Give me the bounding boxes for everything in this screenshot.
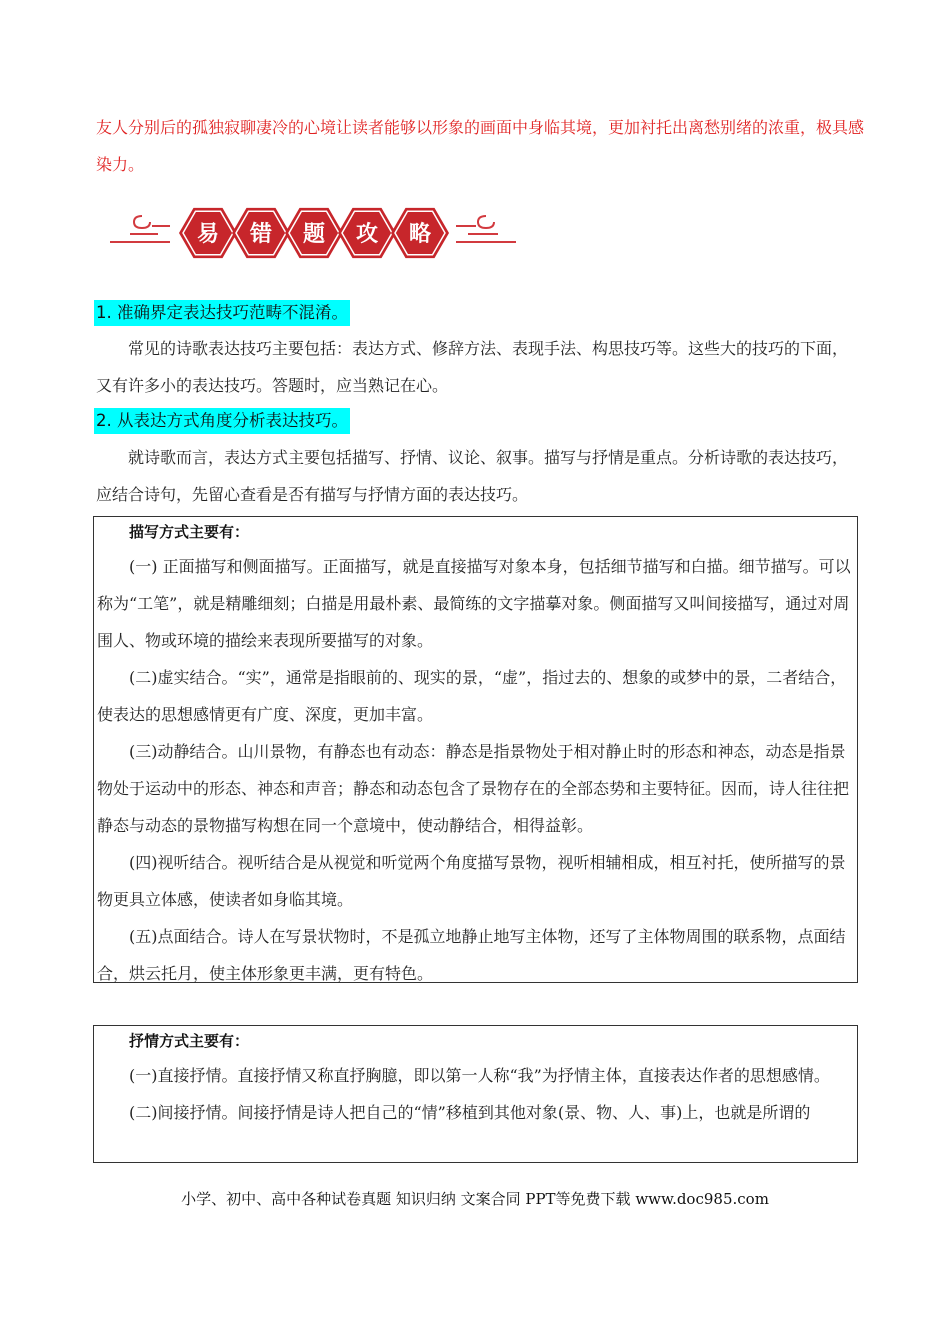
box1-title: 描写方式主要有： — [129, 523, 250, 541]
box2-item: (一)直接抒情。直接抒情又称直抒胸臆，即以第一人称“我”为抒情主体，直接表达作者的思想感情。 — [129, 1066, 830, 1085]
section-banner — [108, 200, 518, 266]
banner-hexagon — [338, 208, 396, 258]
section1-heading: 1. 准确界定表达技巧范畴不混淆。 — [94, 300, 350, 326]
page-footer: 小学、初中、高中各种试卷真题 知识归纳 文案合同 PPT等免费下载 www.doc985.com — [181, 1190, 769, 1208]
banner-hexagon — [179, 208, 237, 258]
left-swirl-ornament — [110, 216, 170, 242]
lyric-methods-box — [93, 1025, 858, 1163]
box2-item: (二)间接抒情。间接抒情是诗人把自己的“情”移植到其他对象(景、物、人、事)上，也就是所谓的 — [129, 1103, 811, 1122]
intro-paragraph: 友人分别后的孤独寂聊凄冷的心境让读者能够以形象的画面中身临其境，更加衬托出离愁别绪的浓重，极具感染力。 — [96, 118, 865, 174]
banner-hexagon — [232, 208, 290, 258]
box1-item: (一) 正面描写和侧面描写。正面描写，就是直接描写对象本身，包括细节描写和白描。细节描写。可以称为“工笔”，就是精雕细刻；白描是用最朴素、最简练的文字描摹对象。侧面描写又叫间接描写，通过对周围人、物或环境的描绘来表现所要描写的对象。 — [97, 557, 851, 650]
banner-hexagon — [285, 208, 343, 258]
section2-paragraph: 就诗歌而言，表达方式主要包括描写、抒情、议论、叙事。描写与抒情是重点。分析诗歌的表达技巧，应结合诗句，先留心查看是否有描写与抒情方面的表达技巧。 — [96, 448, 849, 504]
banner-char: 题 — [302, 222, 326, 247]
banner-hexagon — [391, 208, 449, 258]
banner-char: 错 — [249, 222, 273, 247]
box1-item: (三)动静结合。山川景物，有静态也有动态：静态是指景物处于相对静止时的形态和神态，动态是指景物处于运动中的形态、神态和声音；静态和动态包含了景物存在的全部态势和主要特征。因而，诗人往往把静态与动态的景物描写构想在同一个意境中，使动静结合，相得益彰。 — [97, 742, 850, 835]
banner-char: 易 — [196, 222, 220, 247]
banner-char: 略 — [408, 222, 432, 247]
right-swirl-ornament — [456, 216, 516, 242]
box1-item: (二)虚实结合。“实”，通常是指眼前的、现实的景，“虚”，指过去的、想象的或梦中的景，二者结合，使表达的思想感情更有广度、深度，更加丰富。 — [97, 668, 847, 724]
box1-item: (四)视听结合。视听结合是从视觉和听觉两个角度描写景物，视听相辅相成，相互衬托，使所描写的景物更具立体感，使读者如身临其境。 — [97, 853, 846, 909]
section1-paragraph: 常见的诗歌表达技巧主要包括：表达方式、修辞方法、表现手法、构思技巧等。这些大的技巧的下面，又有许多小的表达技巧。答题时，应当熟记在心。 — [96, 339, 849, 395]
box2-title: 抒情方式主要有： — [129, 1032, 250, 1050]
banner-char: 攻 — [355, 222, 379, 247]
description-methods-box — [93, 516, 858, 983]
box1-item: (五)点面结合。诗人在写景状物时，不是孤立地静止地写主体物，还写了主体物周围的联系物，点面结合，烘云托月，使主体形象更丰满，更有特色。 — [97, 927, 846, 983]
section2-heading: 2. 从表达方式角度分析表达技巧。 — [94, 408, 350, 434]
